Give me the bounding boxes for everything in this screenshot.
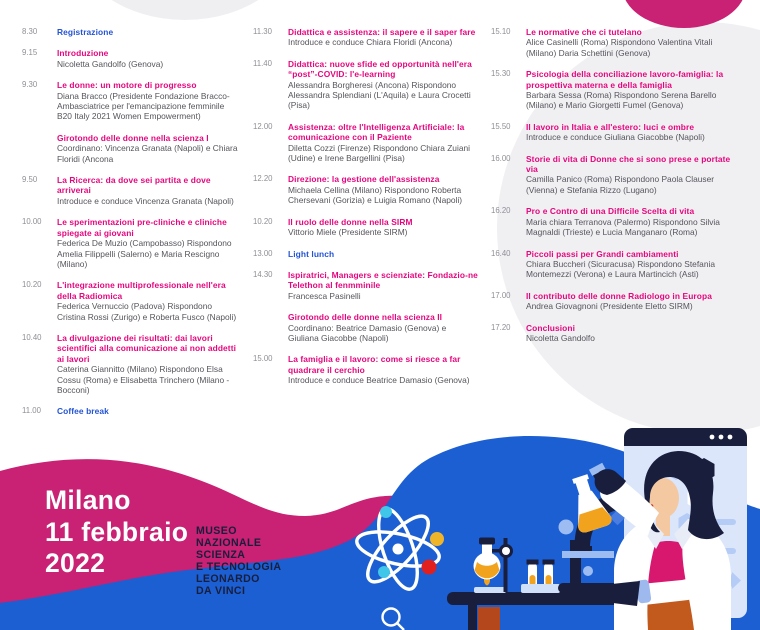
item-time: 17.00 <box>491 290 511 300</box>
item-speakers: Federica De Muzio (Campobasso) Rispondono Amelia Filippelli (Salerno) e Maria Rescigno (Milano) <box>57 238 232 269</box>
program-item <box>253 174 490 205</box>
item-title: Le normative che ci tutelano <box>526 27 642 37</box>
item-title: Ispiratrici, Managers e scienziate: Fondazio-ne Telethon al fenmminile <box>288 269 478 291</box>
item-text <box>57 80 252 122</box>
item-speakers: Francesca Pasinelli <box>288 290 361 301</box>
electron-yellow <box>430 532 444 546</box>
item-text <box>288 122 490 164</box>
program-item <box>491 206 760 237</box>
item-text <box>526 122 760 143</box>
item-text <box>526 27 760 58</box>
electron-red <box>422 560 437 575</box>
program-column <box>0 27 252 428</box>
item-time: 12.00 <box>253 121 273 131</box>
item-title: Direzione: la gestione dell'assistenza <box>288 174 440 185</box>
program-column <box>252 27 490 428</box>
item-speakers: Coordinano: Beatrice Damasio (Genova) e Giuliana Giacobbe (Napoli) <box>288 322 447 343</box>
item-speakers: Diana Bracco (Presidente Fondazione Bracco- Ambasciatrice per l'emancipazione femminile B20 Italy 2021 Women Empowerment) <box>57 90 230 122</box>
program-item <box>22 217 252 269</box>
item-text <box>288 354 490 385</box>
item-time: 12.20 <box>253 174 273 184</box>
item-time: 9.50 <box>22 175 38 185</box>
venue-line: SCIENZA <box>196 549 246 562</box>
storage-box <box>478 607 500 630</box>
program-item <box>22 80 252 122</box>
program-item <box>491 69 760 111</box>
item-time: 10.00 <box>22 217 42 227</box>
item-text <box>288 217 490 238</box>
item-time: 8.30 <box>22 27 38 36</box>
program-item <box>253 59 490 111</box>
item-speakers: Nicoletta Gandolfo <box>526 332 595 343</box>
item-speakers: Maria chiara Terranova (Palermo) Rispondono Silvia Magnaldi (Trieste) e Lucia Manganaro (Roma) <box>526 216 720 238</box>
item-time <box>22 133 52 164</box>
venue-line: DA VINCI <box>196 585 246 598</box>
item-speakers: Diletta Cozzi (Firenze) Rispondono Chiara Zuiani (Udine) e Irene Bargellini (Pisa) <box>288 142 471 164</box>
item-text <box>57 406 252 416</box>
item-text <box>526 323 760 344</box>
item-title: Didattica e assistenza: il sapere e il saper fare <box>288 27 476 37</box>
item-time: 11.40 <box>253 58 272 68</box>
item-speakers: Coordinano: Vincenza Granata (Napoli) e Chiara Floridi (Ancona <box>57 143 238 164</box>
program-item <box>491 323 760 344</box>
item-title: Conclusioni <box>526 322 576 333</box>
item-text <box>526 249 760 280</box>
item-title: Registrazione <box>57 27 114 37</box>
item-title: La Ricerca: da dove sei partita e dove arriverai <box>57 175 211 196</box>
program-column <box>490 27 760 428</box>
program-item <box>253 270 490 301</box>
item-text <box>57 133 252 164</box>
item-time: 10.40 <box>22 332 42 342</box>
item-title: Il ruolo delle donne nella SIRM <box>288 216 413 227</box>
item-time: 9.15 <box>22 48 38 58</box>
program-item <box>22 27 252 37</box>
program-item <box>491 154 760 196</box>
item-title: Girotondo delle donne nella scienza II <box>288 312 443 323</box>
program-item <box>253 27 490 48</box>
item-text <box>288 174 490 205</box>
venue-line: NAZIONALE <box>196 537 262 550</box>
event-year: 2022 <box>45 548 106 578</box>
item-title: La divulgazione dei risultati: dai lavori scientifici alla comunicazione ai non addetti ai lavori <box>57 332 237 364</box>
item-title: Storie di vita di Donne che si sono prese e portate via <box>526 153 731 175</box>
program-item <box>253 354 490 385</box>
item-time: 16.20 <box>491 206 511 216</box>
venue-block <box>196 525 281 598</box>
venue-line: E TECNOLOGIA <box>196 561 282 574</box>
item-title: Introduzione <box>57 48 109 59</box>
item-title: Light lunch <box>288 248 335 259</box>
venue-line: LEONARDO <box>196 573 260 586</box>
item-title: L'integrazione multiprofessionale nell'era della Radiomica <box>57 280 226 301</box>
program-schedule <box>0 27 760 428</box>
program-item <box>22 333 252 395</box>
item-speakers: Introduce e conduce Vincenza Granata (Napoli) <box>57 195 234 206</box>
item-speakers: Introduce e conduce Chiara Floridi (Ancona) <box>288 37 453 48</box>
electron-cyan-bottom <box>378 566 390 578</box>
program-item <box>22 48 252 69</box>
item-title: Assistenza: oltre l'Intelligenza Artificiale: la comunicazione con il Paziente <box>288 121 465 143</box>
decor-circle-top-left <box>73 0 297 20</box>
item-title: La famiglia e il lavoro: come si riesce a far quadrare il cerchio <box>288 354 461 375</box>
item-text <box>57 27 252 37</box>
city-name: Milano <box>45 485 131 515</box>
item-text <box>288 270 490 301</box>
item-time: 15.50 <box>491 121 511 131</box>
program-item <box>253 312 490 343</box>
item-speakers: Nicoletta Gandolfo (Genova) <box>57 58 164 69</box>
item-speakers: Introduce e conduce Giuliana Giacobbe (Napoli) <box>526 132 705 143</box>
item-time: 13.00 <box>253 248 273 258</box>
item-title: Il lavoro in Italia e all'estero: luci e ombre <box>526 121 695 132</box>
item-time: 15.10 <box>491 27 511 36</box>
item-speakers: Michaela Cellina (Milano) Rispondono Roberta Chersevani (Gorizia) e Luigia Romano (Napoli) <box>288 184 463 206</box>
event-location-date <box>45 485 188 580</box>
item-text <box>288 27 490 48</box>
item-speakers: Alessandra Borgheresi (Ancona) Rispondono Alessandra Splendiani (L'Aquila) e Laura Crocetti (Pisa) <box>288 79 471 111</box>
item-speakers: Federica Vernuccio (Padova) Rispondono Cristina Rossi (Zurigo) e Roberta Fusco (Napoli) <box>57 301 237 322</box>
item-text <box>57 333 252 395</box>
program-item <box>491 249 760 280</box>
electron-cyan-top <box>380 506 392 518</box>
item-time: 11.00 <box>22 406 41 416</box>
item-text <box>526 69 760 111</box>
item-title: Coffee break <box>57 406 109 417</box>
item-speakers: Andrea Giovagnoni (Presidente Eletto SIRM) <box>526 301 693 312</box>
item-title: Pro e Contro di una Difficile Scelta di vita <box>526 206 695 217</box>
item-text <box>57 48 252 69</box>
item-title: Il contributo delle donne Radiologo in Europa <box>526 290 712 301</box>
item-title: Girotondo delle donne nella scienza I <box>57 132 209 143</box>
item-title: Le sperimentazioni pre-cliniche e cliniche spiegate ai giovani <box>57 217 227 238</box>
item-time: 16.40 <box>491 248 511 258</box>
item-time: 11.30 <box>253 27 272 36</box>
item-text <box>57 175 252 206</box>
item-time: 9.30 <box>22 80 38 90</box>
item-title: Didattica: nuove sfide ed opportunità nell'era “post”-COVID: l'e-learning <box>288 58 472 80</box>
item-text <box>526 154 760 196</box>
program-item <box>491 27 760 58</box>
item-time: 14.30 <box>253 269 273 279</box>
item-time: 10.20 <box>22 280 42 290</box>
item-time: 15.30 <box>491 69 511 79</box>
program-item <box>491 291 760 312</box>
item-title: Le donne: un motore di progresso <box>57 80 197 91</box>
item-speakers: Caterina Giannitto (Milano) Rispondono Elsa Cossu (Roma) e Elisabetta Trinchero (Milano - Bocconi) <box>57 364 230 395</box>
item-speakers: Introduce e conduce Beatrice Damasio (Genova) <box>288 375 470 386</box>
item-text <box>526 291 760 312</box>
item-time: 15.00 <box>253 354 273 364</box>
item-time: 10.20 <box>253 216 273 226</box>
program-item <box>253 249 490 259</box>
item-speakers: Camilla Panico (Roma) Rispondono Paola Clauser (Vienna) e Stefania Rizzo (Lugano) <box>526 174 715 195</box>
item-text <box>526 206 760 237</box>
item-text <box>288 59 490 111</box>
item-speakers: Vittorio Miele (Presidente SIRM) <box>288 227 408 238</box>
item-speakers: Chiara Buccheri (Sicuracusa) Rispondono Stefania Montemezzi (Verona) e Laura Martincich (Asti) <box>526 258 716 280</box>
program-item <box>22 406 252 416</box>
item-title: Piccoli passi per Grandi cambiamenti <box>526 248 679 259</box>
item-text <box>288 312 490 343</box>
item-title: Psicologia della conciliazione lavoro-famiglia: la prospettiva materna e della famiglia <box>526 69 724 90</box>
item-text <box>57 217 252 269</box>
item-text <box>288 249 490 259</box>
item-time: 17.20 <box>491 322 511 332</box>
program-item <box>253 122 490 164</box>
program-item <box>253 217 490 238</box>
program-item <box>491 122 760 143</box>
program-item <box>22 133 252 164</box>
item-text <box>57 280 252 322</box>
item-time: 16.00 <box>491 153 511 163</box>
item-speakers: Alice Casinelli (Roma) Rispondono Valentina Vitali (Milano) Daria Schettini (Genova) <box>526 37 713 58</box>
venue-line: MUSEO <box>196 525 237 537</box>
program-item <box>22 280 252 322</box>
program-item <box>22 175 252 206</box>
item-time <box>253 312 283 343</box>
event-date: 11 febbraio <box>45 516 189 547</box>
browser-dots <box>710 435 733 440</box>
item-speakers: Barbara Sessa (Roma) Rispondono Serena Barello (Milano) e Mario Giorgetti Fumel (Genova) <box>526 90 717 111</box>
